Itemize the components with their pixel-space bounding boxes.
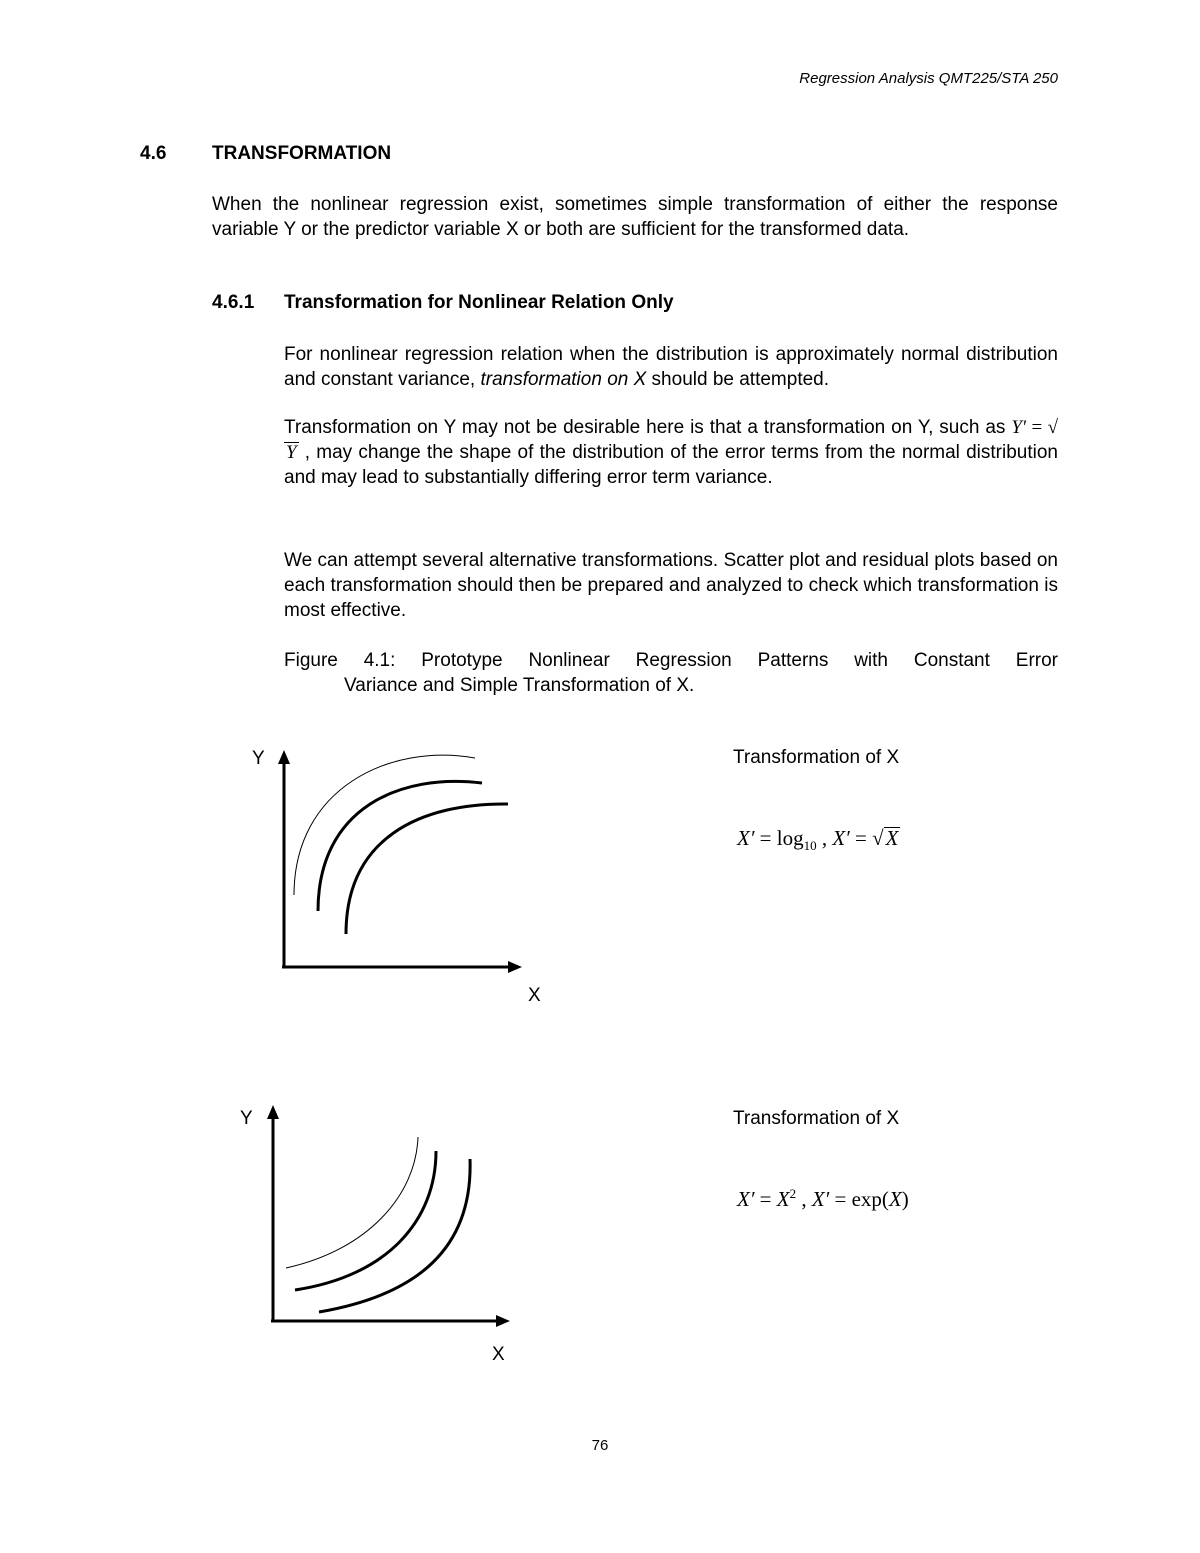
figure1-formula: $X' = \log_{10}$ , X′ = √X bbox=[737, 826, 899, 854]
paragraph-transformation-y bbox=[284, 415, 1058, 490]
caption-line-1: Figure 4.1: Prototype Nonlinear Regression Patterns with Constant Error bbox=[284, 650, 1058, 671]
figure2-plot bbox=[258, 1100, 520, 1332]
figure2-y-label: Y bbox=[240, 1108, 253, 1129]
paragraph-alternatives: We can attempt several alternative transformations. Scatter plot and residual plots based on each transformation should then be prepared and analyzed to check which transformation is most effective. bbox=[284, 550, 1058, 621]
figure2-x-label: X bbox=[492, 1344, 505, 1365]
paragraph-text: For nonlinear regression relation when the distribution is approximately normal distribution and constant variance, bbox=[284, 344, 1058, 390]
section-number: 4.6 bbox=[140, 143, 167, 164]
figure2-curve-3 bbox=[319, 1159, 470, 1312]
figure1-y-label: Y bbox=[252, 748, 265, 769]
section-title: TRANSFORMATION bbox=[212, 143, 392, 164]
figure1-curve-3 bbox=[346, 804, 508, 934]
figure1-x-arrow bbox=[508, 961, 522, 973]
caption-line-2: Variance and Simple Transformation of X. bbox=[344, 675, 695, 696]
figure1-transform-label: Transformation of X bbox=[733, 747, 900, 768]
figure2-transform-label: Transformation of X bbox=[733, 1108, 900, 1129]
paragraph-text: should be attempted. bbox=[646, 369, 830, 390]
figure2-x-arrow bbox=[496, 1315, 510, 1327]
figure1-plot bbox=[270, 748, 530, 978]
page-number: 76 bbox=[591, 1437, 609, 1454]
subsection-title: Transformation for Nonlinear Relation Only bbox=[284, 292, 674, 313]
figure1-y-arrow bbox=[278, 750, 290, 764]
paragraph-text: , may change the shape of the distribution of the error terms from the normal distribution and may lead to substantially differing error term variance. bbox=[284, 442, 1058, 488]
paragraph-text: Transformation on Y may not be desirable here is that a transformation on Y, such as bbox=[284, 417, 1012, 438]
figure2-formula: $X' = X^2$ , X′ = exp(X) bbox=[737, 1186, 909, 1211]
subsection-number: 4.6.1 bbox=[212, 292, 255, 313]
figure2-curve-2 bbox=[295, 1151, 436, 1290]
figure-caption bbox=[284, 648, 1058, 698]
inline-formula-sqrt-y: Y′ = √Y bbox=[286, 417, 1058, 463]
paragraph-distribution bbox=[284, 342, 1058, 392]
figure2-curve-1 bbox=[286, 1137, 418, 1268]
italic-phrase: transformation on X bbox=[480, 369, 647, 390]
intro-paragraph: When the nonlinear regression exist, sometimes simple transformation of either the response variable Y or the predictor variable X or both are sufficient for the transformed data. bbox=[212, 194, 1058, 240]
figure1-x-label: X bbox=[528, 985, 541, 1006]
figure2-y-arrow bbox=[267, 1105, 279, 1119]
running-header: Regression Analysis QMT225/STA 250 bbox=[799, 70, 1058, 87]
figure1-curve-2 bbox=[318, 781, 482, 911]
